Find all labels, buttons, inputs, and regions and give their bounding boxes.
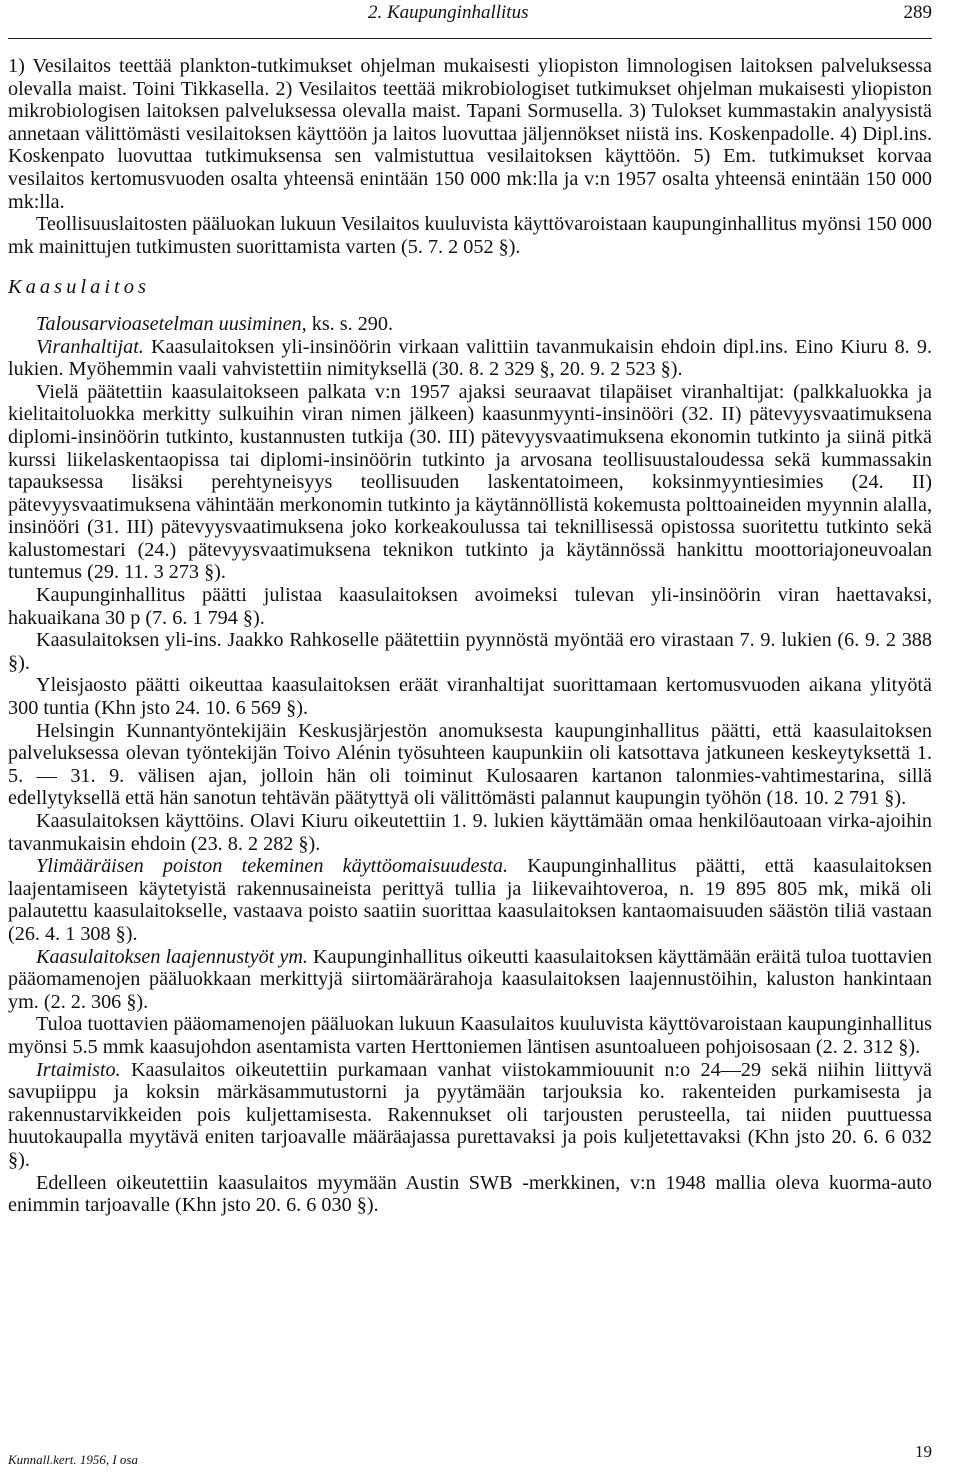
italic-run: Irtaimisto. bbox=[36, 1058, 121, 1081]
text-run: Teollisuuslaitosten pääluokan lukuun Vesilaitos kuuluvista käyttövaroistaan kaupunginhallitus myönsi 150 000 mk mainittujen tutkimusten suorittamista varten (5. 7. 2 052 §). bbox=[8, 213, 932, 258]
italic-run: Kaasulaitoksen laajennustyöt ym. bbox=[36, 945, 308, 968]
page-footer bbox=[8, 1442, 932, 1472]
text-run: Kaupunginhallitus oikeutti kaasulaitoksen käyttämään eräitä tuloa tuottavien pääomamenojen pääluokkaan merkittyjä siirtomäärärahoja kaasulaitoksen laajennustöihin, kaluston hankintaan ym. (2. 2. 306 §). bbox=[8, 945, 932, 1013]
text-run: Helsingin Kunnantyöntekijäin Keskusjärjestön anomuksesta kaupunginhallitus päätti, että kaasulaitoksen palveluksessa olevan työntekijän Toivo Alénin työsuhteen kaupunkiin oli katsottava jatkuneen keskeytyksettä 1. 5. — 31. 9. välisen ajan, jolloin hän oli toiminut Kulosaaren kartanon talonmies-vahtimestarina, sillä edellytyksellä että hän sanotun tehtävän päätyttyä oli välittömästi palannut kaupungin työhön (18. 10. 2 791 §). bbox=[8, 719, 932, 810]
text-run: Kaupunginhallitus päätti julistaa kaasulaitoksen avoimeksi tulevan yli-insinöörin viran haettavaksi, hakuaikana 30 p (7. 6. 1 794 §). bbox=[8, 584, 932, 629]
paragraph bbox=[8, 313, 932, 336]
text-run: Kaasulaitoksen yli-ins. Jaakko Rahkoselle päätettiin pyynnöstä myöntää ero virastaan 7. 9. lukien (6. 9. 2 388 §). bbox=[8, 629, 932, 674]
paragraph bbox=[8, 629, 932, 674]
paragraph bbox=[8, 55, 932, 213]
footer-publication: Kunnall.kert. 1956, I osa bbox=[8, 1452, 138, 1467]
paragraph bbox=[8, 213, 932, 258]
paragraph bbox=[8, 336, 932, 381]
paragraph bbox=[8, 1172, 932, 1217]
text-run: Kaupunginhallitus päätti, että kaasulaitoksen laajentamiseen käytetyistä rakennusaineista perittyä tullia ja liikevaihtoveroa, n. 19 895 805 mk, mikä oli palautettu kaasulaitokselle, vastaava poisto saatiin suorittaa kaasulaitoksen kantaomaisuuden säästön tiliä vastaan (26. 4. 1 308 §). bbox=[8, 855, 932, 945]
paragraph bbox=[8, 946, 932, 1014]
running-title: 2. Kaupunginhallitus bbox=[368, 2, 529, 23]
paragraph bbox=[8, 720, 932, 810]
section-heading: Kaasulaitos bbox=[8, 276, 150, 299]
page-body bbox=[8, 55, 932, 1217]
paragraph bbox=[8, 855, 932, 945]
italic-run: Viranhaltijat. bbox=[36, 335, 144, 358]
italic-run: Ylimääräisen poiston tekeminen käyttöomaisuudesta. bbox=[36, 855, 509, 878]
text-run: 1) Vesilaitos teettää plankton-tutkimukset ohjelman mukaisesti yliopiston limnologisen laitoksen palveluksessa olevalla maist. Toini Tikkasella. 2) Vesilaitos teettää mikrobiologiset tutkimukset ohjelman mukaisesti yliopiston mikrobiologisen laitoksen palveluksessa olevalla maist. Tapani Sormusella. 3) Tulokset kummastakin analyysistä annetaan välittömästi vesilaitoksen käyttöön ja laitos luovuttaa jäljennökset niistä ins. Koskenpadolle. 4) Dipl.ins. Koskenpato luovuttaa tutkimuksensa sen valmistuttua vesilaitoksen käyttöön. 5) Em. tutkimukset korvaa vesilaitos kertomusvuoden osalta yhteensä enintään 150 000 mk:lla ja v:n 1957 osalta yhteensä enintään 150 000 mk:lla. bbox=[8, 55, 932, 213]
page-header bbox=[8, 2, 932, 28]
header-rule bbox=[8, 38, 932, 39]
text-run: Kaasulaitoksen yli-insinöörin virkaan valittiin tavanmukaisin ehdoin dipl.ins. Eino Kiuru 8. 9. lukien. Myöhemmin vaali vahvistettiin nimityksellä (30. 8. 2 329 §, 20. 9. 2 523 §). bbox=[8, 335, 932, 381]
text-run: Vielä päätettiin kaasulaitokseen palkata v:n 1957 ajaksi seuraavat tilapäiset viranhaltijat: (palkkaluokka ja kielitaitoluokka merkitty sulkuihin viran nimen jälkeen) kaasunmyynti-insinööri (32. II) pätevyysvaatimuksena diplomi-insinöörin tutkinto, kustannusten tutkija (30. III) pätevyysvaatimuksena ekonomin tutkinto ja siinä pitkä kurssi liikelaskentaopissa tai diplomi-insinöörin tutkinto ja arvosana teollisuustaloudessa sekä kummassakin tapauksessa lisäksi perehtyneisyys teollisuuden laskentatoimeen, koksinmyyntiesimies (24. II) pätevyysvaatimuksena vähintään merkonomin tutkinto ja käytännöllistä kokemusta polttoaineiden myynnin alalla, insinööri (31. III) pätevyysvaatimuksena joko korkeakoulussa tai teknillisessä opistossa suoritettu tutkinto sekä kalustomestari (24.) pätevyysvaatimuksena teknikon tutkinto ja käytännössä hankittu moottoriajoneuvoalan tuntemus (29. 11. 3 273 §). bbox=[8, 380, 932, 584]
paragraph bbox=[8, 674, 932, 719]
text-run: Yleisjaosto päätti oikeuttaa kaasulaitoksen eräät viranhaltijat suorittamaan kertomusvuoden aikana ylityötä 300 tuntia (Khn jsto 24. 10. 6 569 §). bbox=[8, 674, 932, 720]
text-run: Kaasulaitos oikeutettiin purkamaan vanhat viistokammiouunit n:o 24—29 sekä niihin liittyvä savupiippu ja koksin märkäsammutustorni ja pyytämään tarjouksia ko. rakenteiden purkamisesta ja rakennustarvikkeiden pois kuljettamisesta. Rakennukset oli tarjousten perusteella, tai niiden puuttuessa huutokaupalla myytävä eniten tarjoavalle määräajassa purettavaksi ja pois kuljetettavaksi (Khn jsto 20. 6. 6 032 §). bbox=[8, 1058, 932, 1171]
footer-signature-number: 19 bbox=[915, 1442, 932, 1461]
italic-run: Talousarvioasetelman uusiminen, bbox=[36, 312, 307, 335]
paragraph bbox=[8, 1059, 932, 1172]
paragraph bbox=[8, 810, 932, 855]
page-number: 289 bbox=[903, 2, 932, 23]
paragraph bbox=[8, 381, 932, 584]
text-run: Kaasulaitoksen käyttöins. Olavi Kiuru oikeutettiin 1. 9. lukien käyttämään omaa henkilöautoaan virka-ajoihin tavanmukaisin ehdoin (23. 8. 2 282 §). bbox=[8, 810, 932, 855]
paragraph bbox=[8, 1013, 932, 1058]
text-run: ks. s. 290. bbox=[306, 312, 394, 335]
text-run: Tuloa tuottavien pääomamenojen pääluokan lukuun Kaasulaitos kuuluvista käyttövaroistaan kaupunginhallitus myönsi 5.5 mmk kaasujohdon asentamista varten Herttoniemen läntisen asuntoalueen pohjoisosaan (2. 2. 312 §). bbox=[8, 1013, 932, 1058]
paragraph bbox=[8, 584, 932, 629]
text-run: Edelleen oikeutettiin kaasulaitos myymään Austin SWB -merkkinen, v:n 1948 mallia oleva kuorma-auto enimmin tarjoavalle (Khn jsto 20. 6. 6 030 §). bbox=[8, 1171, 932, 1217]
